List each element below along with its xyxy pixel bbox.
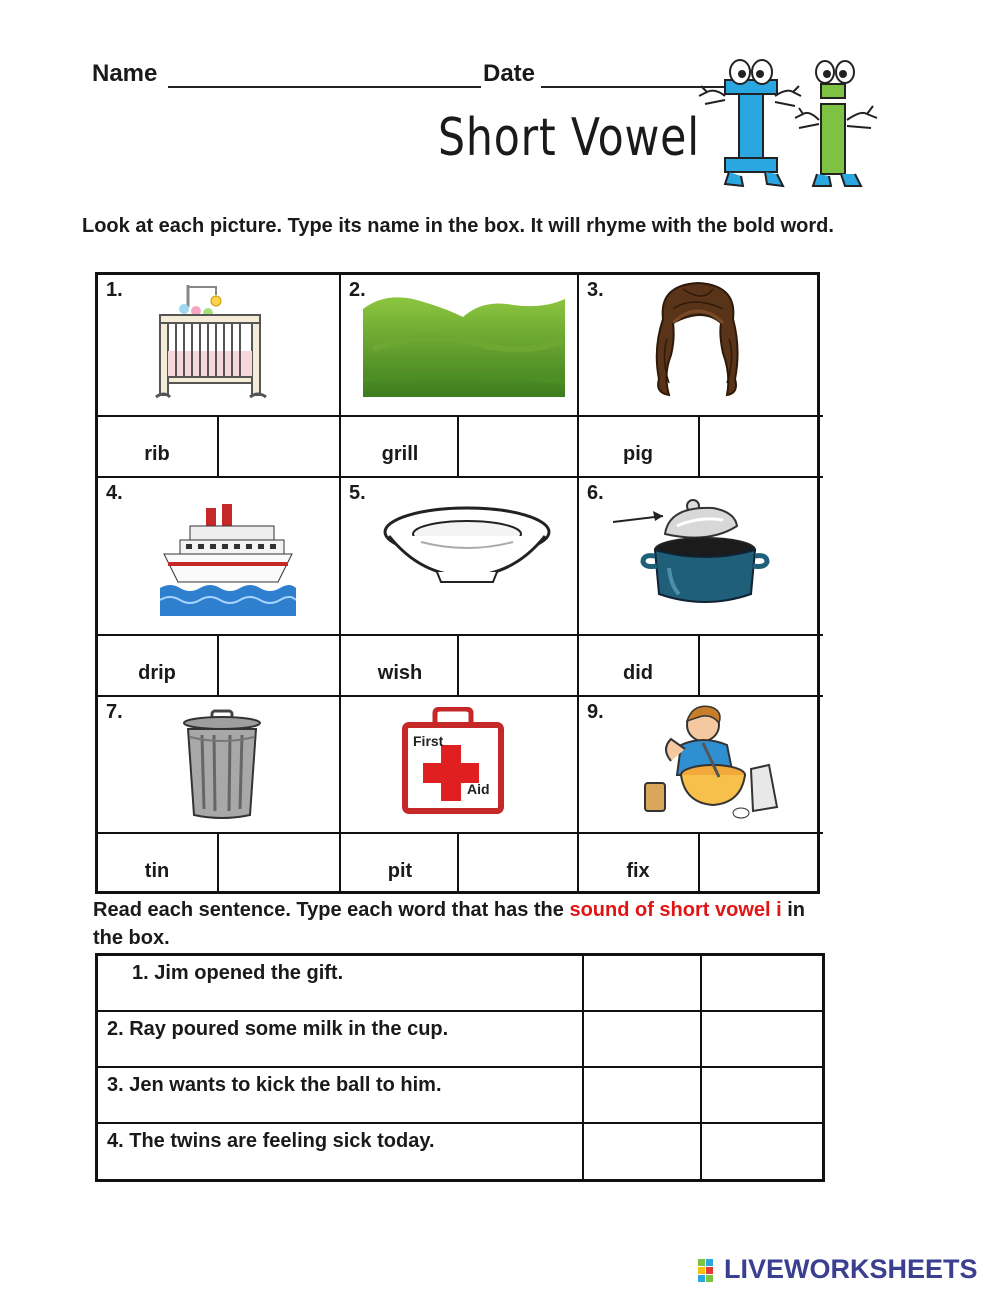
answer-cell-1 [219, 417, 341, 478]
rhyme-cell-2 [341, 417, 459, 478]
sentence-1-answer-1[interactable] [584, 956, 698, 1010]
rhyme-cell-5 [341, 636, 459, 697]
item-number: 1. [106, 279, 123, 301]
liveworksheets-logo-icon [698, 1259, 722, 1283]
answer-cell-8 [459, 834, 579, 894]
picture-cell-1 [98, 275, 341, 417]
item-number: 4. [106, 482, 123, 504]
sentence-text: 1. Jim opened the gift. [132, 962, 344, 984]
rhyme-cell-9 [579, 834, 700, 894]
answer-cell-4 [219, 636, 341, 697]
hill-icon [363, 289, 565, 397]
name-line [168, 86, 481, 88]
sentence-1-answer-2[interactable] [702, 956, 820, 1010]
rhyme-cell-3 [579, 417, 700, 478]
picture-cell-8 [341, 697, 579, 834]
answer-input-8[interactable] [459, 834, 577, 892]
answer-cell-6 [700, 636, 823, 697]
kit-icon [401, 707, 505, 817]
kit-label-aid: Aid [467, 781, 490, 797]
answer-cell-2 [459, 417, 579, 478]
rhyme-word: drip [138, 662, 176, 684]
rhyme-cell-6 [579, 636, 700, 697]
sentence-text: 3. Jen wants to kick the ball to him. [107, 1074, 442, 1096]
date-label: Date [483, 60, 536, 87]
item-number: 9. [587, 701, 604, 723]
rhyme-word: did [623, 662, 653, 684]
sentence-row-3 [98, 1068, 822, 1124]
item-number: 5. [349, 482, 366, 504]
answer-cell-5 [459, 636, 579, 697]
answer-cell-3 [700, 417, 823, 478]
answer-cell-9 [700, 834, 823, 894]
liveworksheets-brand[interactable]: LIVEWORKSHEETS [724, 1254, 978, 1284]
picture-cell-9 [579, 697, 823, 834]
rhyme-word: pit [387, 860, 413, 882]
answer-input-1[interactable] [219, 417, 339, 476]
rhyme-cell-4 [98, 636, 219, 697]
sentence-4-answer-1[interactable] [584, 1124, 698, 1178]
sentence-text: 4. The twins are feeling sick today. [107, 1130, 435, 1152]
sentence-row-2 [98, 1012, 822, 1068]
instructions-rhyme: Look at each picture. Type its name in the box. It will rhyme with the bold word. [82, 215, 834, 237]
rhyme-cell-7 [98, 834, 219, 894]
item-number: 6. [587, 482, 604, 504]
column-divider [582, 956, 584, 1179]
page-title: Short Vowel [438, 108, 700, 168]
item-number: 3. [587, 279, 604, 301]
answer-input-7[interactable] [219, 834, 339, 892]
picture-cell-3 [579, 275, 823, 417]
sentence-table [95, 953, 825, 1182]
picture-cell-6 [579, 478, 823, 636]
ship-icon [160, 498, 296, 616]
wig-icon [643, 279, 753, 399]
rhyme-cell-8 [341, 834, 459, 894]
sentence-row-1 [98, 956, 822, 1012]
sentence-2-answer-2[interactable] [702, 1012, 820, 1066]
instructions-text-start: Read each sentence. Type each word that has the [93, 899, 570, 921]
letter-i-mascots-icon [695, 58, 885, 190]
bin-icon [182, 709, 262, 821]
item-number: 7. [106, 701, 123, 723]
instructions-text-end: in the box. [93, 899, 806, 949]
answer-input-4[interactable] [219, 636, 339, 695]
instructions-highlight: sound of short vowel i [569, 899, 782, 921]
column-divider [700, 956, 702, 1179]
sentence-3-answer-1[interactable] [584, 1068, 698, 1122]
sentence-row-4 [98, 1124, 822, 1179]
answer-input-5[interactable] [459, 636, 577, 695]
answer-cell-7 [219, 834, 341, 894]
picture-cell-4 [98, 478, 341, 636]
mix-icon [641, 703, 781, 821]
rhyme-word: wish [377, 662, 423, 684]
answer-input-6[interactable] [700, 636, 820, 695]
answer-input-9[interactable] [700, 834, 820, 892]
picture-cell-5 [341, 478, 579, 636]
rhyme-word: pig [623, 443, 653, 465]
rhyme-word: grill [381, 443, 419, 465]
dish-icon [381, 504, 553, 586]
crib-icon [150, 281, 280, 403]
item-number: 2. [349, 279, 366, 301]
picture-cell-7 [98, 697, 341, 834]
sentence-4-answer-2[interactable] [702, 1124, 820, 1178]
picture-grid [95, 272, 820, 894]
answer-input-2[interactable] [459, 417, 577, 476]
kit-label-first: First [413, 733, 444, 749]
instructions-sentences [93, 896, 833, 952]
picture-cell-2 [341, 275, 579, 417]
lid-icon [609, 498, 773, 610]
name-label: Name [92, 60, 158, 87]
sentence-3-answer-2[interactable] [702, 1068, 820, 1122]
rhyme-cell-1 [98, 417, 219, 478]
rhyme-word: fix [626, 860, 650, 882]
rhyme-word: tin [144, 860, 170, 882]
answer-input-3[interactable] [700, 417, 820, 476]
sentence-2-answer-1[interactable] [584, 1012, 698, 1066]
rhyme-word: rib [144, 443, 170, 465]
sentence-text: 2. Ray poured some milk in the cup. [107, 1018, 449, 1040]
